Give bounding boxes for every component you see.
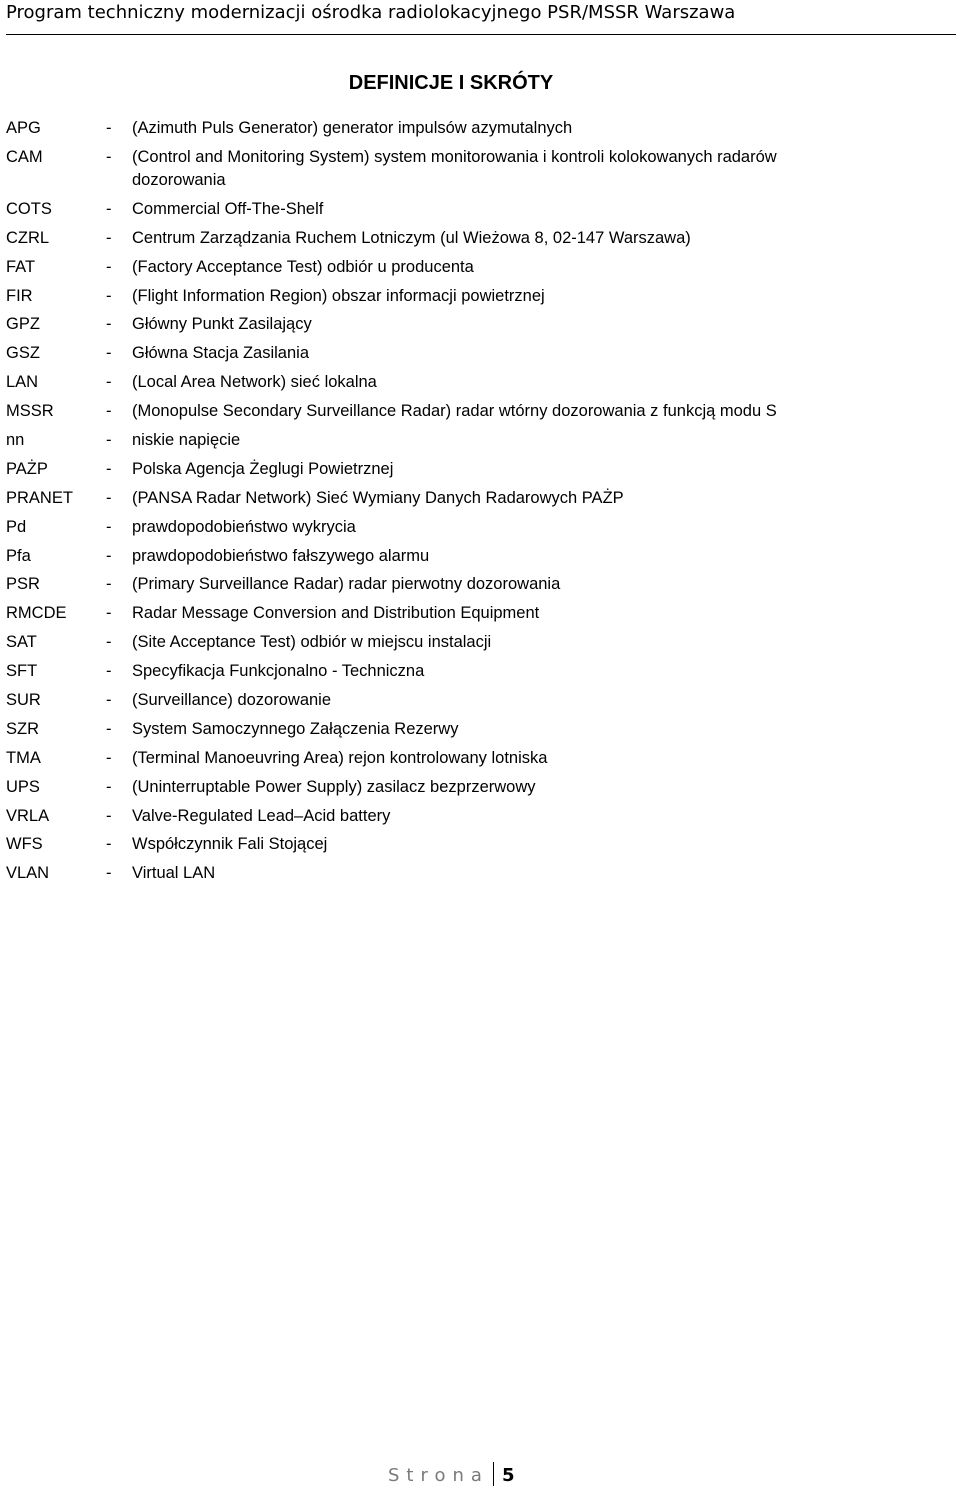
list-item <box>6 458 906 487</box>
abbreviation: RMCDE <box>6 604 67 623</box>
dash-separator: - <box>106 806 112 825</box>
list-item <box>6 400 906 429</box>
abbreviation: PAŻP <box>6 459 48 478</box>
dash-separator: - <box>106 546 112 565</box>
abbreviation: TMA <box>6 748 41 767</box>
dash-separator: - <box>106 575 112 594</box>
dash-separator: - <box>106 777 112 796</box>
section-title: DEFINICJE I SKRÓTY <box>348 72 554 94</box>
definition: Valve-Regulated Lead–Acid battery <box>132 806 391 825</box>
definition: Główny Punkt Zasilający <box>132 315 312 334</box>
list-item <box>6 487 906 516</box>
abbreviation-list <box>6 117 906 891</box>
definition: (Local Area Network) sieć lokalna <box>132 373 377 392</box>
dash-separator: - <box>106 748 112 767</box>
abbreviation: CAM <box>6 147 43 166</box>
definition: (Terminal Manoeuvring Area) rejon kontrolowany lotniska <box>132 748 548 767</box>
definition: Radar Message Conversion and Distribution Equipment <box>132 604 540 623</box>
dash-separator: - <box>106 633 112 652</box>
definition: Specyfikacja Funkcjonalno - Techniczna <box>132 662 425 681</box>
abbreviation: Pd <box>6 517 27 536</box>
abbreviation: CZRL <box>6 228 50 247</box>
dash-separator: - <box>106 864 112 883</box>
list-item <box>6 718 906 747</box>
definition: (Uninterruptable Power Supply) zasilacz bezprzerwowy <box>132 777 536 796</box>
list-item <box>6 371 906 400</box>
list-item <box>6 342 906 371</box>
abbreviation: SZR <box>6 719 39 738</box>
definition: Commercial Off-The-Shelf <box>132 199 324 218</box>
definition: (Monopulse Secondary Surveillance Radar) radar wtórny dozorowania z funkcją modu S <box>132 402 777 421</box>
list-item <box>6 227 906 256</box>
list-item <box>6 833 906 862</box>
abbreviation: nn <box>6 431 25 450</box>
dash-separator: - <box>106 344 112 363</box>
abbreviation: SUR <box>6 691 41 710</box>
abbreviation: GPZ <box>6 315 40 334</box>
dash-separator: - <box>106 662 112 681</box>
dash-separator: - <box>106 402 112 421</box>
list-item <box>6 256 906 285</box>
list-item <box>6 429 906 458</box>
abbreviation: SFT <box>6 662 38 681</box>
list-item <box>6 805 906 834</box>
definition: (Site Acceptance Test) odbiór w miejscu instalacji <box>132 633 492 652</box>
abbreviation: LAN <box>6 373 39 392</box>
definition: (Factory Acceptance Test) odbiór u producenta <box>132 257 474 276</box>
document-title: Program techniczny modernizacji ośrodka radiolokacyjnego PSR/MSSR Warszawa <box>6 2 736 23</box>
definition: (Flight Information Region) obszar informacji powietrznej <box>132 286 545 305</box>
dash-separator: - <box>106 835 112 854</box>
page-footer <box>388 1462 514 1490</box>
definition: prawdopodobieństwo fałszywego alarmu <box>132 546 430 565</box>
list-item <box>6 545 906 574</box>
list-item <box>6 573 906 602</box>
list-item <box>6 313 906 342</box>
list-item <box>6 776 906 805</box>
definition: prawdopodobieństwo wykrycia <box>132 517 356 536</box>
definition: Virtual LAN <box>132 864 216 883</box>
abbreviation: MSSR <box>6 402 54 421</box>
definition: Centrum Zarządzania Ruchem Lotniczym (ul Wieżowa 8, 02-147 Warszawa) <box>132 228 691 247</box>
abbreviation: UPS <box>6 777 40 796</box>
list-item <box>6 660 906 689</box>
abbreviation: COTS <box>6 199 52 218</box>
definition: (Primary Surveillance Radar) radar pierwotny dozorowania <box>132 575 561 594</box>
dash-separator: - <box>106 228 112 247</box>
dash-separator: - <box>106 119 112 137</box>
definition: (Control and Monitoring System) system monitorowania i kontroli kolokowanych radarów dozorowania <box>132 147 777 189</box>
abbreviation: APG <box>6 119 41 137</box>
dash-separator: - <box>106 691 112 710</box>
footer-page-word: Strona <box>388 1465 489 1486</box>
abbreviation: FAT <box>6 257 36 276</box>
definition: Polska Agencja Żeglugi Powietrznej <box>132 459 394 478</box>
list-item <box>6 146 906 198</box>
definition: niskie napięcie <box>132 431 241 450</box>
footer-separator <box>493 1462 494 1486</box>
abbreviation: WFS <box>6 835 43 854</box>
list-item <box>6 631 906 660</box>
abbreviation: VRLA <box>6 806 50 825</box>
dash-separator: - <box>106 373 112 392</box>
abbreviation: SAT <box>6 633 37 652</box>
list-item <box>6 198 906 227</box>
dash-separator: - <box>106 604 112 623</box>
abbreviation: PSR <box>6 575 40 594</box>
dash-separator: - <box>106 199 112 218</box>
definition: (Azimuth Puls Generator) generator impulsów azymutalnych <box>132 119 573 137</box>
page-header <box>6 0 956 35</box>
abbreviation: PRANET <box>6 488 73 507</box>
list-item <box>6 689 906 718</box>
list-item <box>6 117 906 146</box>
definition: System Samoczynnego Załączenia Rezerwy <box>132 719 459 738</box>
dash-separator: - <box>106 517 112 536</box>
dash-separator: - <box>106 147 112 166</box>
dash-separator: - <box>106 431 112 450</box>
abbreviation: FIR <box>6 286 33 305</box>
abbreviation: VLAN <box>6 864 50 883</box>
dash-separator: - <box>106 459 112 478</box>
definition: (Surveillance) dozorowanie <box>132 691 332 710</box>
dash-separator: - <box>106 286 112 305</box>
definition: Współczynnik Fali Stojącej <box>132 835 328 854</box>
abbreviation: GSZ <box>6 344 40 363</box>
list-item <box>6 602 906 631</box>
dash-separator: - <box>106 488 112 507</box>
list-item <box>6 862 906 891</box>
dash-separator: - <box>106 257 112 276</box>
abbreviation: Pfa <box>6 546 31 565</box>
definition: Główna Stacja Zasilania <box>132 344 310 363</box>
list-item <box>6 516 906 545</box>
list-item <box>6 285 906 314</box>
dash-separator: - <box>106 315 112 334</box>
dash-separator: - <box>106 719 112 738</box>
definition: (PANSA Radar Network) Sieć Wymiany Danych Radarowych PAŻP <box>132 488 624 507</box>
page-number: 5 <box>501 1465 515 1486</box>
list-item <box>6 747 906 776</box>
